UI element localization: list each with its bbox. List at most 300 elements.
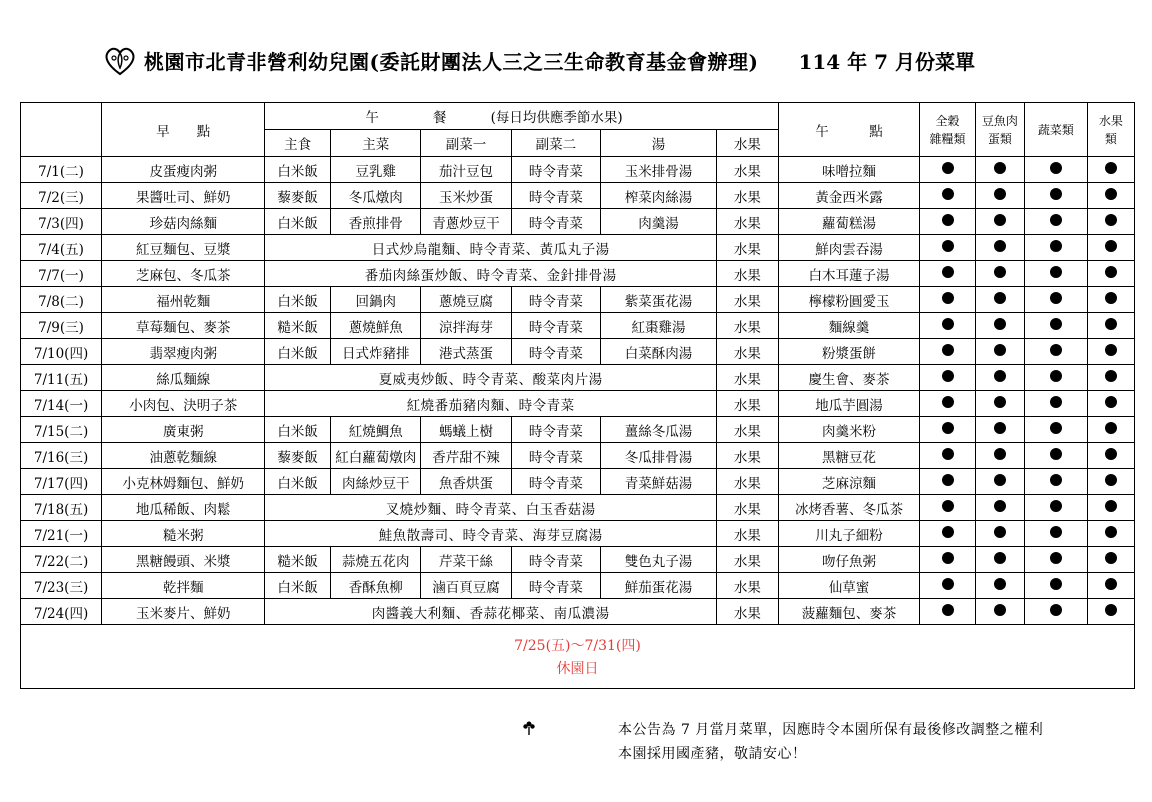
protein-check-cell xyxy=(975,573,1024,599)
filled-dot-icon xyxy=(1105,422,1117,434)
filled-dot-icon xyxy=(1105,370,1117,382)
filled-dot-icon xyxy=(942,500,954,512)
main-dish-cell: 冬瓜燉肉 xyxy=(331,183,421,209)
fruit-check-cell xyxy=(1087,183,1134,209)
fruit-cell: 水果 xyxy=(717,235,779,261)
filled-dot-icon xyxy=(1050,188,1062,200)
date-cell: 7/17(四) xyxy=(21,469,102,495)
breakfast-cell: 果醬吐司、鮮奶 xyxy=(102,183,265,209)
filled-dot-icon xyxy=(1050,578,1062,590)
grains-check-cell xyxy=(920,235,975,261)
fruit-cell: 水果 xyxy=(717,599,779,625)
filled-dot-icon xyxy=(942,578,954,590)
vegetable-check-cell xyxy=(1025,235,1088,261)
grains-header-line2: 雜糧類 xyxy=(929,131,966,146)
date-cell: 7/9(三) xyxy=(21,313,102,339)
fruit-check-cell xyxy=(1087,417,1134,443)
protein-check-cell xyxy=(975,547,1024,573)
breakfast-cell: 草莓麵包、麥茶 xyxy=(102,313,265,339)
breakfast-cell: 紅豆麵包、豆漿 xyxy=(102,235,265,261)
filled-dot-icon xyxy=(1050,474,1062,486)
date-cell: 7/14(一) xyxy=(21,391,102,417)
staple-cell: 白米飯 xyxy=(265,157,331,183)
filled-dot-icon xyxy=(1050,292,1062,304)
filled-dot-icon xyxy=(942,396,954,408)
soup-cell: 肉羹湯 xyxy=(601,209,717,235)
fruit-header-line1: 水果 xyxy=(1098,113,1123,128)
menu-row xyxy=(21,521,1135,547)
protein-check-cell xyxy=(975,157,1024,183)
combined-lunch-cell: 番茄肉絲蛋炒飯、時令青菜、金針排骨湯 xyxy=(265,261,717,287)
grains-check-cell xyxy=(920,339,975,365)
afternoon-snack-cell: 粉漿蛋餅 xyxy=(778,339,920,365)
vegetable-check-cell xyxy=(1025,521,1088,547)
filled-dot-icon xyxy=(942,292,954,304)
filled-dot-icon xyxy=(1105,214,1117,226)
fruit-cell: 水果 xyxy=(717,391,779,417)
filled-dot-icon xyxy=(942,344,954,356)
afternoon-snack-cell: 白木耳蓮子湯 xyxy=(778,261,920,287)
staple-cell: 藜麥飯 xyxy=(265,443,331,469)
fruit-check-cell xyxy=(1087,495,1134,521)
main-dish-cell: 豆乳雞 xyxy=(331,157,421,183)
filled-dot-icon xyxy=(994,578,1006,590)
closed-dates: 7/25(五)～7/31(四) xyxy=(514,637,641,654)
side-dish-1-cell: 香芹甜不辣 xyxy=(421,443,511,469)
fruit-check-cell xyxy=(1087,443,1134,469)
protein-check-cell xyxy=(975,495,1024,521)
afternoon-snack-cell: 芝麻涼麵 xyxy=(778,469,920,495)
breakfast-cell: 小克林姆麵包、鮮奶 xyxy=(102,469,265,495)
fruit-cell: 水果 xyxy=(717,209,779,235)
filled-dot-icon xyxy=(994,474,1006,486)
soup-header: 湯 xyxy=(601,130,717,157)
menu-row xyxy=(21,157,1135,183)
date-cell: 7/4(五) xyxy=(21,235,102,261)
grains-check-cell xyxy=(920,183,975,209)
date-cell: 7/18(五) xyxy=(21,495,102,521)
date-cell: 7/15(二) xyxy=(21,417,102,443)
filled-dot-icon xyxy=(1050,266,1062,278)
fruit-cell: 水果 xyxy=(717,443,779,469)
menu-row xyxy=(21,235,1135,261)
filled-dot-icon xyxy=(942,604,954,616)
combined-lunch-cell: 日式炒烏龍麵、時令青菜、黃瓜丸子湯 xyxy=(265,235,717,261)
main-dish-cell: 蒜燒五花肉 xyxy=(331,547,421,573)
menu-row xyxy=(21,495,1135,521)
menu-row xyxy=(21,599,1135,625)
filled-dot-icon xyxy=(994,500,1006,512)
main-dish-cell: 香煎排骨 xyxy=(331,209,421,235)
menu-table xyxy=(20,102,1135,689)
soup-cell: 雙色丸子湯 xyxy=(601,547,717,573)
filled-dot-icon xyxy=(994,396,1006,408)
protein-check-cell xyxy=(975,365,1024,391)
fruit-cell: 水果 xyxy=(717,287,779,313)
filled-dot-icon xyxy=(994,604,1006,616)
side-dish-2-cell: 時令青菜 xyxy=(511,157,600,183)
side-dish-2-cell: 時令青菜 xyxy=(511,573,600,599)
protein-check-cell xyxy=(975,235,1024,261)
flower-bullet-icon xyxy=(522,720,536,736)
side-dish-1-header: 副菜一 xyxy=(421,130,511,157)
protein-check-cell xyxy=(975,261,1024,287)
fruit-cell: 水果 xyxy=(717,469,779,495)
side-dish-1-cell: 螞蟻上樹 xyxy=(421,417,511,443)
side-dish-2-cell: 時令青菜 xyxy=(511,209,600,235)
fruit-check-cell xyxy=(1087,157,1134,183)
staple-cell: 白米飯 xyxy=(265,287,331,313)
vegetable-check-cell xyxy=(1025,417,1088,443)
side-dish-1-cell: 青蔥炒豆干 xyxy=(421,209,511,235)
soup-cell: 冬瓜排骨湯 xyxy=(601,443,717,469)
filled-dot-icon xyxy=(1050,500,1062,512)
date-cell: 7/24(四) xyxy=(21,599,102,625)
breakfast-cell: 翡翠瘦肉粥 xyxy=(102,339,265,365)
staple-cell: 白米飯 xyxy=(265,573,331,599)
page-title: 桃園市北青非營利幼兒園(委託財團法人三之三生命教育基金會辦理) xyxy=(144,49,759,74)
fruit-check-cell xyxy=(1087,391,1134,417)
protein-check-cell xyxy=(975,287,1024,313)
filled-dot-icon xyxy=(1050,344,1062,356)
fruit-group-header xyxy=(1087,103,1134,157)
menu-row xyxy=(21,443,1135,469)
grains-check-cell xyxy=(920,495,975,521)
side-dish-2-header: 副菜二 xyxy=(511,130,600,157)
protein-group-header xyxy=(975,103,1024,157)
filled-dot-icon xyxy=(1105,396,1117,408)
side-dish-2-cell: 時令青菜 xyxy=(511,443,600,469)
filled-dot-icon xyxy=(994,318,1006,330)
main-dish-cell: 紅燒鯛魚 xyxy=(331,417,421,443)
vegetable-check-cell xyxy=(1025,547,1088,573)
menu-row xyxy=(21,469,1135,495)
afternoon-snack-cell: 鮮肉雲吞湯 xyxy=(778,235,920,261)
grains-check-cell xyxy=(920,261,975,287)
staple-cell: 糙米飯 xyxy=(265,547,331,573)
filled-dot-icon xyxy=(1050,162,1062,174)
menu-month-title: 114 年 7 月份菜單 xyxy=(798,49,975,74)
menu-row xyxy=(21,391,1135,417)
protein-check-cell xyxy=(975,417,1024,443)
grains-check-cell xyxy=(920,443,975,469)
vegetable-check-cell xyxy=(1025,313,1088,339)
filled-dot-icon xyxy=(1105,474,1117,486)
fruit-cell: 水果 xyxy=(717,261,779,287)
afternoon-snack-cell: 仙草蜜 xyxy=(778,573,920,599)
breakfast-header: 早 點 xyxy=(102,103,265,157)
protein-check-cell xyxy=(975,209,1024,235)
side-dish-2-cell: 時令青菜 xyxy=(511,183,600,209)
soup-cell: 白菜酥肉湯 xyxy=(601,339,717,365)
filled-dot-icon xyxy=(1105,292,1117,304)
afternoon-snack-cell: 冰烤香薯、冬瓜茶 xyxy=(778,495,920,521)
main-dish-cell: 日式炸豬排 xyxy=(331,339,421,365)
fruit-cell: 水果 xyxy=(717,573,779,599)
notice-line-1: 本公告為 7 月當月菜單，因應時令本園所保有最後修改調整之權利 xyxy=(618,722,1044,738)
protein-check-cell xyxy=(975,339,1024,365)
date-cell: 7/22(二) xyxy=(21,547,102,573)
side-dish-1-cell: 港式蒸蛋 xyxy=(421,339,511,365)
breakfast-cell: 糙米粥 xyxy=(102,521,265,547)
vegetable-check-cell xyxy=(1025,365,1088,391)
fruit-check-cell xyxy=(1087,365,1134,391)
grains-check-cell xyxy=(920,313,975,339)
date-header xyxy=(21,103,102,157)
vegetable-check-cell xyxy=(1025,209,1088,235)
filled-dot-icon xyxy=(994,344,1006,356)
filled-dot-icon xyxy=(942,370,954,382)
fruit-cell: 水果 xyxy=(717,417,779,443)
filled-dot-icon xyxy=(1105,344,1117,356)
filled-dot-icon xyxy=(1105,500,1117,512)
side-dish-2-cell: 時令青菜 xyxy=(511,339,600,365)
protein-check-cell xyxy=(975,183,1024,209)
heart-flower-logo-icon xyxy=(100,40,140,80)
main-dish-cell: 回鍋肉 xyxy=(331,287,421,313)
fruit-check-cell xyxy=(1087,573,1134,599)
afternoon-snack-cell: 菠蘿麵包、麥茶 xyxy=(778,599,920,625)
grains-check-cell xyxy=(920,573,975,599)
filled-dot-icon xyxy=(994,292,1006,304)
soup-cell: 青菜鮮菇湯 xyxy=(601,469,717,495)
afternoon-snack-cell: 地瓜芋圓湯 xyxy=(778,391,920,417)
closed-period-row xyxy=(21,625,1135,689)
grains-check-cell xyxy=(920,417,975,443)
protein-check-cell xyxy=(975,469,1024,495)
vegetable-check-cell xyxy=(1025,391,1088,417)
side-dish-1-cell: 芹菜干絲 xyxy=(421,547,511,573)
side-dish-1-cell: 魚香烘蛋 xyxy=(421,469,511,495)
afternoon-snack-cell: 吻仔魚粥 xyxy=(778,547,920,573)
fruit-cell: 水果 xyxy=(717,521,779,547)
filled-dot-icon xyxy=(1105,526,1117,538)
fruit-cell: 水果 xyxy=(717,157,779,183)
afternoon-snack-cell: 肉羹米粉 xyxy=(778,417,920,443)
notice-line-2: 本園採用國產豬，敬請安心！ xyxy=(618,746,807,762)
combined-lunch-cell: 鮭魚散壽司、時令青菜、海芽豆腐湯 xyxy=(265,521,717,547)
vegetable-check-cell xyxy=(1025,573,1088,599)
main-dish-cell: 蔥燒鮮魚 xyxy=(331,313,421,339)
side-dish-1-cell: 玉米炒蛋 xyxy=(421,183,511,209)
date-cell: 7/23(三) xyxy=(21,573,102,599)
filled-dot-icon xyxy=(994,422,1006,434)
filled-dot-icon xyxy=(1050,240,1062,252)
soup-cell: 紫菜蛋花湯 xyxy=(601,287,717,313)
lunch-header-note: (每日均供應季節水果) xyxy=(490,110,623,126)
menu-notice xyxy=(618,718,1043,766)
grains-check-cell xyxy=(920,209,975,235)
filled-dot-icon xyxy=(1050,448,1062,460)
vegetable-group-header: 蔬菜類 xyxy=(1025,103,1088,157)
fruit-check-cell xyxy=(1087,599,1134,625)
protein-check-cell xyxy=(975,521,1024,547)
staple-cell: 白米飯 xyxy=(265,417,331,443)
date-cell: 7/21(一) xyxy=(21,521,102,547)
vegetable-check-cell xyxy=(1025,261,1088,287)
soup-cell: 玉米排骨湯 xyxy=(601,157,717,183)
soup-cell: 榨菜肉絲湯 xyxy=(601,183,717,209)
grains-header-line1: 全穀 xyxy=(935,113,960,128)
breakfast-cell: 小肉包、決明子茶 xyxy=(102,391,265,417)
side-dish-2-cell: 時令青菜 xyxy=(511,313,600,339)
date-cell: 7/16(三) xyxy=(21,443,102,469)
grains-check-cell xyxy=(920,287,975,313)
date-cell: 7/1(二) xyxy=(21,157,102,183)
filled-dot-icon xyxy=(1050,370,1062,382)
vegetable-check-cell xyxy=(1025,443,1088,469)
side-dish-1-cell: 涼拌海芽 xyxy=(421,313,511,339)
grains-check-cell xyxy=(920,599,975,625)
menu-row xyxy=(21,287,1135,313)
protein-check-cell xyxy=(975,599,1024,625)
date-cell: 7/3(四) xyxy=(21,209,102,235)
main-dish-header: 主菜 xyxy=(331,130,421,157)
filled-dot-icon xyxy=(942,552,954,564)
side-dish-1-cell: 滷百頁豆腐 xyxy=(421,573,511,599)
vegetable-check-cell xyxy=(1025,599,1088,625)
filled-dot-icon xyxy=(994,214,1006,226)
filled-dot-icon xyxy=(1050,552,1062,564)
filled-dot-icon xyxy=(942,474,954,486)
filled-dot-icon xyxy=(942,188,954,200)
side-dish-2-cell: 時令青菜 xyxy=(511,287,600,313)
vegetable-check-cell xyxy=(1025,157,1088,183)
fruit-check-cell xyxy=(1087,313,1134,339)
vegetable-check-cell xyxy=(1025,287,1088,313)
filled-dot-icon xyxy=(994,526,1006,538)
fruit-header: 水果 xyxy=(717,130,779,157)
menu-row xyxy=(21,339,1135,365)
closed-period-cell xyxy=(21,625,1135,689)
protein-check-cell xyxy=(975,443,1024,469)
filled-dot-icon xyxy=(942,526,954,538)
side-dish-2-cell: 時令青菜 xyxy=(511,469,600,495)
combined-lunch-cell: 叉燒炒麵、時令青菜、白玉香菇湯 xyxy=(265,495,717,521)
protein-header-line2: 蛋類 xyxy=(987,131,1012,146)
combined-lunch-cell: 肉醬義大利麵、香蒜花椰菜、南瓜濃湯 xyxy=(265,599,717,625)
main-dish-cell: 香酥魚柳 xyxy=(331,573,421,599)
afternoon-snack-cell: 黑糖豆花 xyxy=(778,443,920,469)
menu-row xyxy=(21,417,1135,443)
protein-header-line1: 豆魚肉 xyxy=(981,113,1018,128)
afternoon-snack-cell: 蘿蔔糕湯 xyxy=(778,209,920,235)
vegetable-check-cell xyxy=(1025,339,1088,365)
breakfast-cell: 廣東粥 xyxy=(102,417,265,443)
staple-cell: 白米飯 xyxy=(265,339,331,365)
vegetable-check-cell xyxy=(1025,495,1088,521)
filled-dot-icon xyxy=(994,188,1006,200)
staple-cell: 糙米飯 xyxy=(265,313,331,339)
breakfast-cell: 皮蛋瘦肉粥 xyxy=(102,157,265,183)
menu-row xyxy=(21,313,1135,339)
side-dish-2-cell: 時令青菜 xyxy=(511,417,600,443)
fruit-cell: 水果 xyxy=(717,365,779,391)
menu-row xyxy=(21,365,1135,391)
menu-row xyxy=(21,547,1135,573)
breakfast-cell: 絲瓜麵線 xyxy=(102,365,265,391)
menu-row xyxy=(21,573,1135,599)
combined-lunch-cell: 紅燒番茄豬肉麵、時令青菜 xyxy=(265,391,717,417)
menu-row xyxy=(21,261,1135,287)
main-dish-cell: 肉絲炒豆干 xyxy=(331,469,421,495)
filled-dot-icon xyxy=(942,448,954,460)
fruit-cell: 水果 xyxy=(717,547,779,573)
filled-dot-icon xyxy=(1050,526,1062,538)
combined-lunch-cell: 夏威夷炒飯、時令青菜、酸菜肉片湯 xyxy=(265,365,717,391)
filled-dot-icon xyxy=(1105,318,1117,330)
fruit-cell: 水果 xyxy=(717,339,779,365)
grains-check-cell xyxy=(920,469,975,495)
date-cell: 7/7(一) xyxy=(21,261,102,287)
grains-check-cell xyxy=(920,157,975,183)
staple-header: 主食 xyxy=(265,130,331,157)
fruit-cell: 水果 xyxy=(717,313,779,339)
filled-dot-icon xyxy=(1050,604,1062,616)
filled-dot-icon xyxy=(1105,448,1117,460)
fruit-check-cell xyxy=(1087,235,1134,261)
filled-dot-icon xyxy=(942,162,954,174)
afternoon-snack-cell: 麵線羹 xyxy=(778,313,920,339)
date-cell: 7/10(四) xyxy=(21,339,102,365)
filled-dot-icon xyxy=(994,240,1006,252)
fruit-cell: 水果 xyxy=(717,183,779,209)
filled-dot-icon xyxy=(942,266,954,278)
protein-check-cell xyxy=(975,391,1024,417)
staple-cell: 白米飯 xyxy=(265,209,331,235)
filled-dot-icon xyxy=(1050,214,1062,226)
date-cell: 7/8(二) xyxy=(21,287,102,313)
soup-cell: 薑絲冬瓜湯 xyxy=(601,417,717,443)
afternoon-snack-cell: 黃金西米露 xyxy=(778,183,920,209)
side-dish-2-cell: 時令青菜 xyxy=(511,547,600,573)
closed-label: 休園日 xyxy=(556,660,599,677)
menu-row xyxy=(21,209,1135,235)
filled-dot-icon xyxy=(994,162,1006,174)
breakfast-cell: 乾拌麵 xyxy=(102,573,265,599)
fruit-check-cell xyxy=(1087,547,1134,573)
fruit-header-line2: 類 xyxy=(1104,131,1117,146)
main-dish-cell: 紅白蘿蔔燉肉 xyxy=(331,443,421,469)
filled-dot-icon xyxy=(994,370,1006,382)
side-dish-1-cell: 蔥燒豆腐 xyxy=(421,287,511,313)
afternoon-snack-cell: 檸檬粉圓愛玉 xyxy=(778,287,920,313)
afternoon-snack-header: 午 點 xyxy=(778,103,920,157)
filled-dot-icon xyxy=(1105,266,1117,278)
grains-check-cell xyxy=(920,547,975,573)
filled-dot-icon xyxy=(1105,240,1117,252)
fruit-cell: 水果 xyxy=(717,495,779,521)
grains-check-cell xyxy=(920,365,975,391)
vegetable-check-cell xyxy=(1025,469,1088,495)
soup-cell: 紅棗雞湯 xyxy=(601,313,717,339)
filled-dot-icon xyxy=(1105,604,1117,616)
breakfast-cell: 地瓜稀飯、肉鬆 xyxy=(102,495,265,521)
staple-cell: 白米飯 xyxy=(265,469,331,495)
grains-group-header xyxy=(920,103,975,157)
date-cell: 7/2(三) xyxy=(21,183,102,209)
filled-dot-icon xyxy=(1050,396,1062,408)
fruit-check-cell xyxy=(1087,209,1134,235)
filled-dot-icon xyxy=(1105,578,1117,590)
filled-dot-icon xyxy=(1105,188,1117,200)
filled-dot-icon xyxy=(994,448,1006,460)
filled-dot-icon xyxy=(942,240,954,252)
afternoon-snack-cell: 味噌拉麵 xyxy=(778,157,920,183)
lunch-header-label: 午 餐 xyxy=(365,110,447,126)
staple-cell: 藜麥飯 xyxy=(265,183,331,209)
fruit-check-cell xyxy=(1087,261,1134,287)
